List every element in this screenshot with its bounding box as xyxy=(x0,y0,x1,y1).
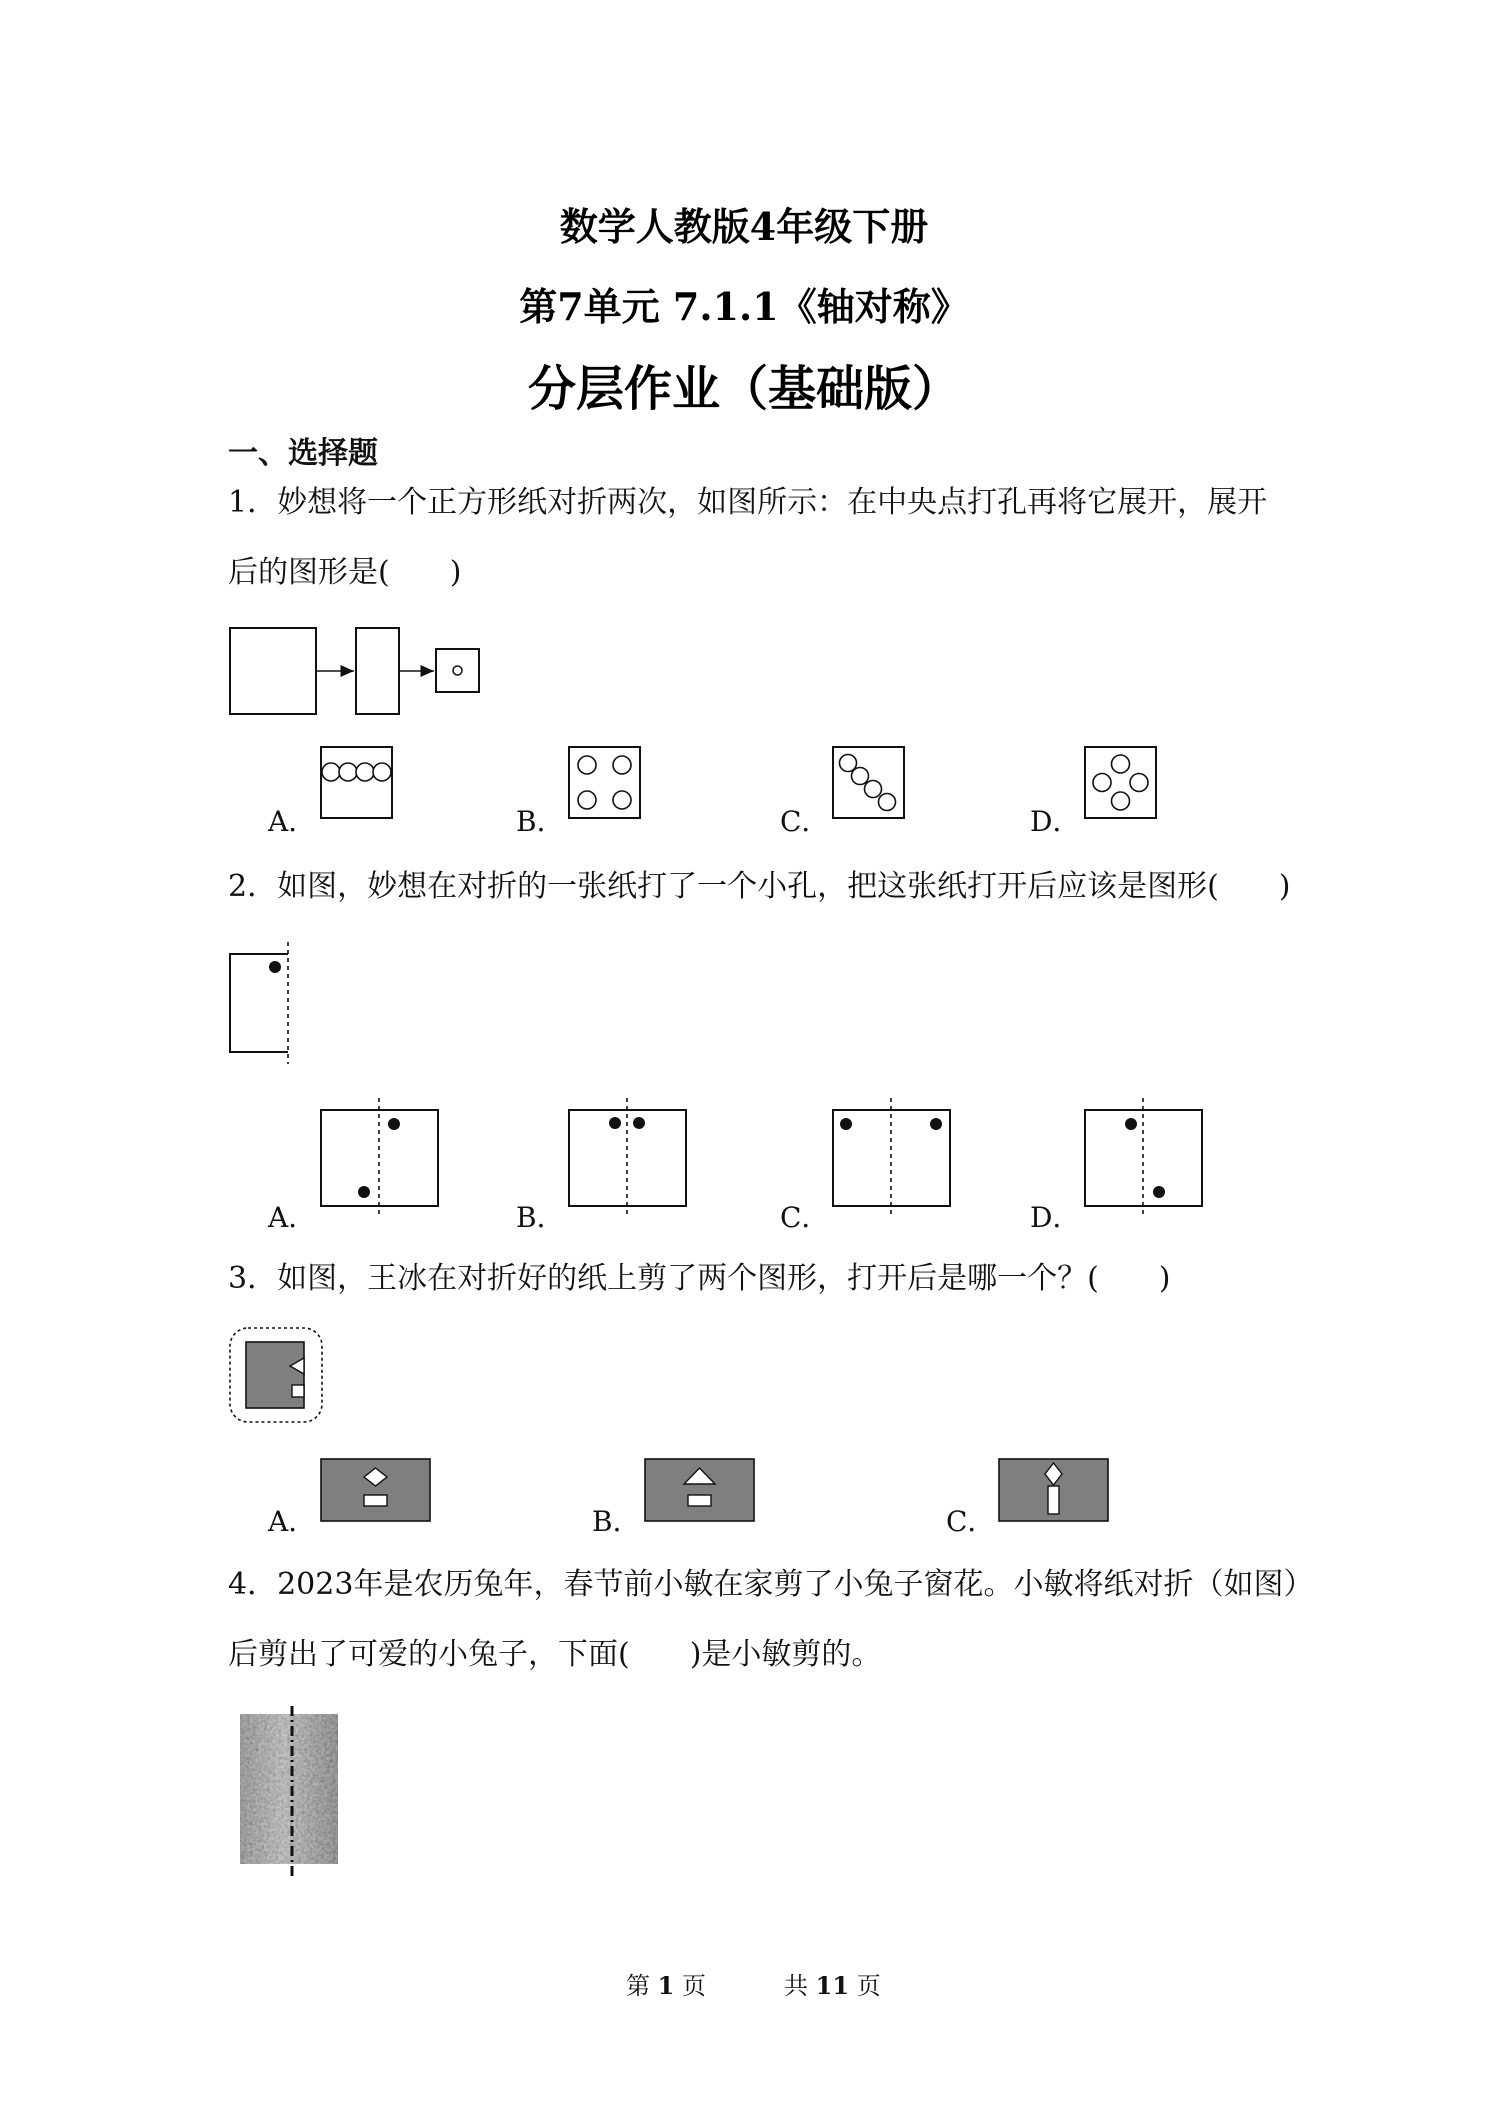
q1-folded-half xyxy=(356,628,399,714)
q1-square-paper xyxy=(230,628,316,714)
q1-option-c-label: C． xyxy=(780,805,830,838)
footer-page-suffix: 页 xyxy=(681,1972,706,2000)
q2-option-c-figure xyxy=(832,1096,952,1220)
question-1-text-1: 妙想将一个正方形纸对折两次，如图所示：在中央点打孔再将它展开，展开 xyxy=(277,485,1268,520)
question-4-number: 4． xyxy=(228,1567,278,1602)
q3-option-a-figure xyxy=(320,1458,432,1524)
q2-option-a-label: A． xyxy=(268,1201,317,1234)
q4-folded-paper-photo xyxy=(236,1706,348,1882)
footer-total-suffix: 页 xyxy=(856,1972,881,2000)
q2-folded-paper-diagram xyxy=(228,940,298,1066)
question-1-line-2: 后的图形是( ) xyxy=(228,555,462,590)
q1-option-b-figure xyxy=(568,746,642,820)
q2-option-c-label: C． xyxy=(780,1201,830,1234)
question-2-line-1 xyxy=(228,870,1291,904)
q3-option-c-label: C． xyxy=(946,1505,996,1538)
question-3-number: 3． xyxy=(228,1261,278,1296)
q1-fold-diagram xyxy=(228,626,488,716)
q3-option-b-label: B． xyxy=(592,1505,641,1538)
q3-option-b-figure xyxy=(644,1458,756,1524)
q1-option-b-label: B． xyxy=(516,805,565,838)
footer-page-number: 1 xyxy=(657,1971,675,2000)
q1-option-c-figure xyxy=(832,746,906,820)
q3-option-a-label: A． xyxy=(268,1505,317,1538)
q2-option-a-figure xyxy=(320,1096,440,1220)
question-3-line-1 xyxy=(228,1262,1171,1296)
q1-option-d-figure xyxy=(1084,746,1158,820)
footer-page-prefix: 第 xyxy=(626,1972,650,2000)
question-1-number: 1． xyxy=(228,485,278,520)
q3-option-c-figure xyxy=(998,1458,1110,1524)
q2-hole xyxy=(269,961,281,973)
question-1-line-1 xyxy=(228,486,1267,520)
q1-option-d-label: D． xyxy=(1030,805,1081,838)
footer-total-pages xyxy=(784,1966,881,2001)
q2-option-b-figure xyxy=(568,1096,688,1220)
q1-hole xyxy=(453,666,462,675)
q1-option-a-figure xyxy=(320,746,394,820)
footer-total-prefix: 共 xyxy=(784,1972,808,2000)
section-heading: 一、选择题 xyxy=(228,436,378,471)
q2-option-d-figure xyxy=(1084,1096,1204,1220)
q1-option-a-label: A． xyxy=(268,805,317,838)
question-2-text-1: 如图，妙想在对折的一张纸打了一个小孔，把这张纸打开后应该是图形( ) xyxy=(277,869,1291,904)
question-4-line-1 xyxy=(228,1568,1313,1602)
question-4-line-2: 后剪出了可爱的小兔子，下面( )是小敏剪的。 xyxy=(228,1637,882,1672)
q2-option-d-label: D． xyxy=(1030,1201,1081,1234)
question-2-number: 2． xyxy=(228,869,278,904)
title-line-3: 分层作业（基础版） xyxy=(527,361,960,417)
footer-page-indicator xyxy=(626,1966,706,2001)
question-3-text-1: 如图，王冰在对折好的纸上剪了两个图形，打开后是哪一个？( ) xyxy=(277,1261,1171,1296)
q3-folded-paper-diagram xyxy=(228,1326,324,1426)
footer-total-number: 11 xyxy=(815,1971,850,2000)
question-4-text-1: 2023年是农历兔年，春节前小敏在家剪了小兔子窗花。小敏将纸对折（如图） xyxy=(277,1567,1314,1602)
q2-option-b-label: B． xyxy=(516,1201,565,1234)
title-line-1: 数学人教版4年级下册 xyxy=(559,204,929,249)
title-line-2: 第7单元 7.1.1《轴对称》 xyxy=(519,284,969,329)
